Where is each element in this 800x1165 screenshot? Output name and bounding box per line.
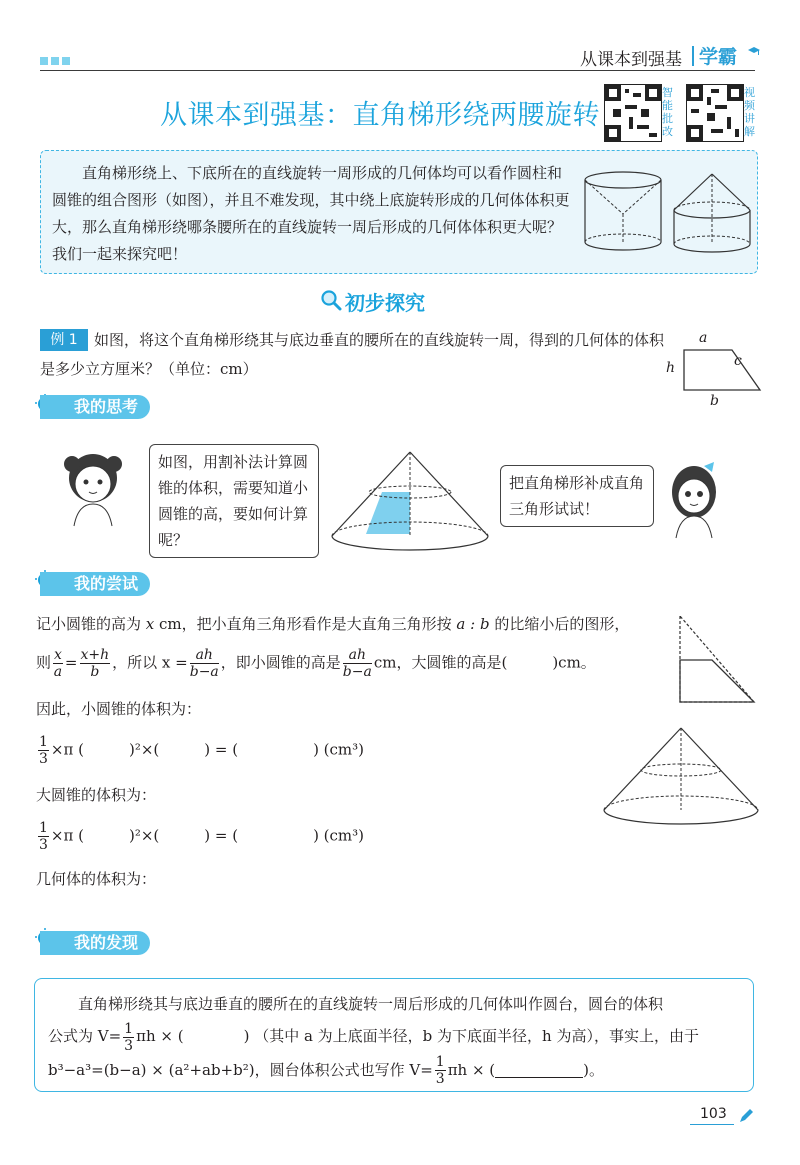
- text-span: 公式为 V=: [48, 1027, 122, 1045]
- fraction: [53, 647, 63, 680]
- denominator: b: [90, 664, 100, 680]
- frustum-cone-figure: [326, 450, 494, 560]
- student-girl-left-illustration: [60, 448, 130, 528]
- fraction: [80, 647, 111, 680]
- numerator: x+h: [80, 647, 110, 663]
- text-span: 则: [36, 653, 52, 672]
- page-number: 103: [700, 1106, 727, 1122]
- section-heading: 初步探究: [345, 291, 425, 315]
- denominator: 3: [124, 1037, 134, 1054]
- label-a: a: [699, 330, 708, 346]
- denominator: 3: [39, 751, 48, 767]
- attempt-line-7: 几何体的体积为：: [36, 870, 157, 888]
- student-girl-right-illustration: [664, 460, 724, 540]
- text-span: b³−a³=(b−a) × (a²+ab+b²)，圆台体积公式也写作 V=: [48, 1060, 433, 1079]
- discovery-text: [48, 988, 748, 1087]
- equals: =: [64, 653, 78, 672]
- header-rule: [40, 70, 755, 71]
- discovery-line-1: 直角梯形绕其与底边垂直的腰所在的直线旋转一周后形成的几何体叫作圆台，圆台的体积: [78, 995, 664, 1013]
- discovery-tag: 我的发现: [40, 931, 150, 955]
- intro-text: 直角梯形绕上、下底所在的直线旋转一周形成的几何体均可以看作圆柱和圆锥的组合图形（如图），并且不难发现，其中绕上底旋转形成的几何体体积更大，那么直角梯形绕哪条腰所在的直线旋转一周后形成的几何体体积更大呢？我们一起来探究吧！: [52, 164, 570, 263]
- text-span: ，所以 x =: [112, 653, 188, 672]
- qr-code-video[interactable]: [686, 84, 744, 142]
- numerator: x: [54, 647, 62, 663]
- qr-code-icon: [605, 85, 661, 141]
- right-triangle-figure: [672, 612, 760, 708]
- pencil-icon: [738, 1108, 754, 1124]
- big-cone-formula: [36, 820, 364, 853]
- qr-caption-video: 视频讲解: [744, 86, 755, 138]
- brand-logo: 学霸: [699, 46, 738, 68]
- label-c: c: [734, 353, 742, 369]
- example-badge: 例 1: [40, 329, 88, 351]
- fraction-one-third: [435, 1054, 446, 1087]
- text-span: cm，大圆锥的高是( )cm。: [373, 653, 596, 672]
- solids-figure: [578, 162, 754, 262]
- attempt-line-2: [36, 647, 676, 680]
- magnifier-icon: [320, 289, 342, 311]
- denominator: 3: [39, 837, 48, 853]
- text-span: πh × (: [447, 1060, 496, 1079]
- text-span: )。: [583, 1060, 605, 1079]
- attempt-tag: 我的尝试: [40, 572, 150, 596]
- label-b: b: [710, 393, 719, 409]
- attempt-line-5: 大圆锥的体积为：: [36, 786, 157, 804]
- page-number-rule: [690, 1124, 734, 1125]
- denominator: b−a: [189, 664, 219, 680]
- numerator: 1: [39, 734, 48, 750]
- fraction-one-third: [38, 820, 49, 853]
- text-span: 记小圆锥的高为: [36, 615, 146, 633]
- header-decoration: [40, 50, 73, 69]
- fraction: [343, 647, 372, 680]
- thinking-bubble-left: 如图，用割补法计算圆锥的体积，需要知道小圆锥的高，要如何计算呢？: [149, 444, 319, 558]
- qr-code-grading[interactable]: [604, 84, 662, 142]
- text-span: cm，把小直角三角形看作是大直角三角形按: [154, 615, 457, 633]
- formula-text: ×π ( )²×( ) = ( ) (cm³): [50, 826, 365, 845]
- thinking-bubble-right: 把直角梯形补成直角三角形试试！: [500, 465, 654, 527]
- numerator: ah: [343, 647, 372, 664]
- thinking-tag: 我的思考: [40, 395, 150, 419]
- numerator: 1: [124, 1020, 134, 1037]
- example-text: 如图，将这个直角梯形绕其与底边垂直的腰所在的直线旋转一周，得到的几何体的体积是多少立方厘米？（单位：cm）: [40, 331, 665, 378]
- page-title: 从课本到强基：直角梯形绕两腰旋转: [160, 100, 600, 131]
- numerator: 1: [39, 820, 48, 836]
- qr-code-icon: [687, 85, 743, 141]
- header-divider: [692, 46, 694, 66]
- numerator: 1: [435, 1054, 445, 1070]
- fraction: [190, 647, 219, 680]
- attempt-line-3: 因此，小圆锥的体积为：: [36, 700, 202, 718]
- attempt-line-1: [36, 613, 676, 635]
- denominator: 3: [435, 1071, 445, 1087]
- section-name: 从课本到强基: [580, 50, 682, 70]
- text-span: πh × ( ) （其中 a 为上底面半径，b 为下底面半径，h 为高），事实上，由于: [136, 1027, 699, 1045]
- denominator: a: [53, 664, 63, 680]
- denominator: b−a: [342, 664, 372, 680]
- discovery-line-2: [48, 1020, 748, 1054]
- small-cone-formula: [36, 734, 364, 767]
- label-h: h: [666, 360, 676, 376]
- frustum-outline-figure: [598, 724, 764, 832]
- fraction-one-third: [38, 734, 49, 767]
- numerator: ah: [190, 647, 219, 664]
- answer-blank[interactable]: [495, 1063, 583, 1078]
- ratio: a : b: [456, 615, 490, 633]
- discovery-line-3: [48, 1054, 748, 1088]
- text-span: ，即小圆锥的高是: [220, 653, 341, 672]
- fraction-one-third: [123, 1021, 134, 1054]
- qr-caption-grading: 智能批改: [662, 86, 673, 138]
- var-x: x: [145, 615, 155, 633]
- graduation-cap-icon: [748, 46, 760, 56]
- text-span: 的比缩小后的图形，: [489, 615, 630, 633]
- formula-text: ×π ( )²×( ) = ( ) (cm³): [50, 740, 365, 759]
